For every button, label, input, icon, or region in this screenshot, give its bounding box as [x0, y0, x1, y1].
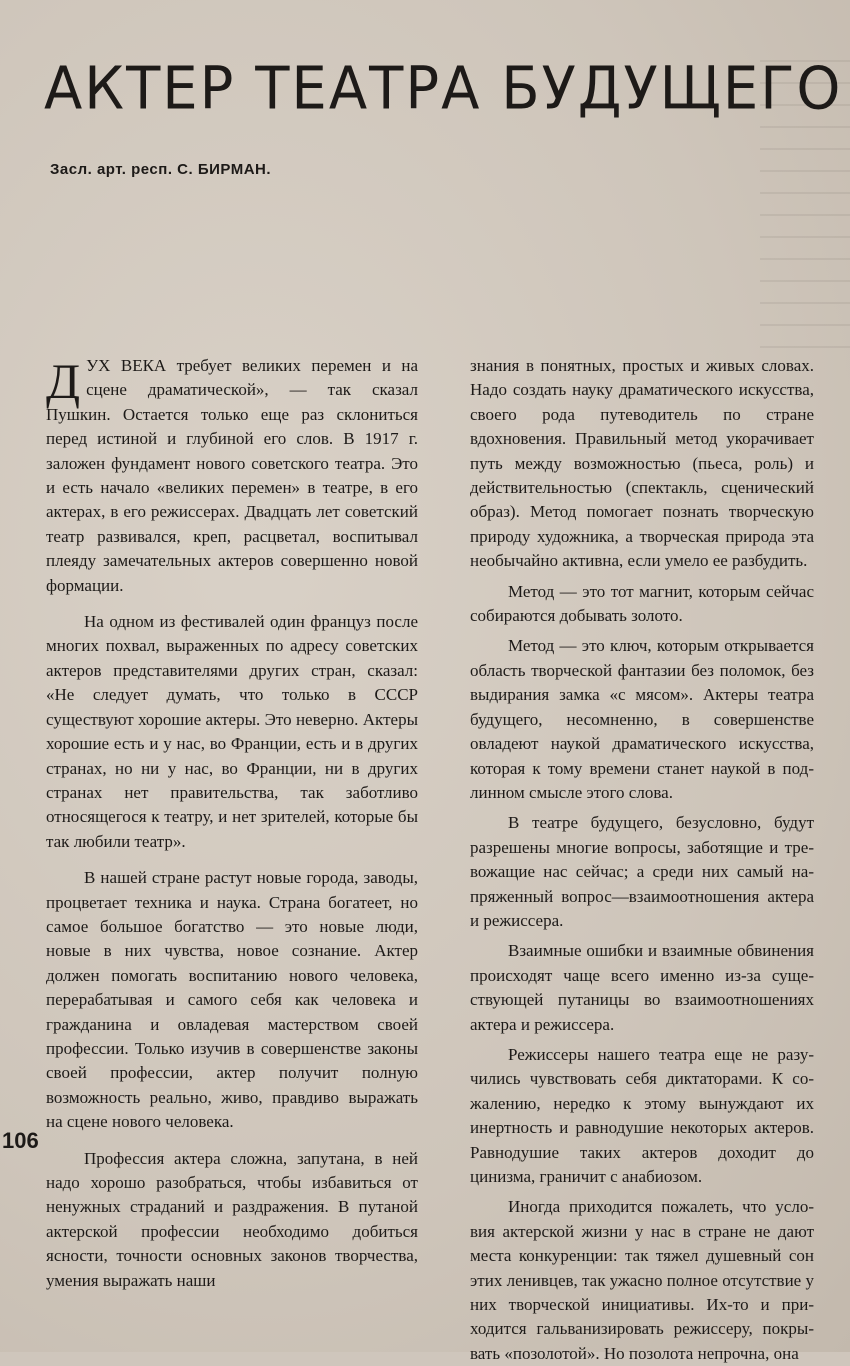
paragraph-9: Взаимные ошибки и взаимные обвинения происходят чаще всего именно из-за существующей путаницы во взаимоотношениях актера и режиссера.: [470, 941, 814, 1034]
article-title: АКТЕР ТЕАТРА БУДУЩЕГО: [44, 55, 843, 124]
author-byline: Засл. арт. респ. С. БИРМАН.: [50, 161, 272, 178]
paragraph-6: Метод — это тот магнит, которым сейчас собираются добывать золото.: [470, 581, 814, 626]
paragraph-1: [46, 354, 418, 598]
paragraph-4: Профессия актера сложна, запутана, в ней надо хорошо разобраться, чтобы избавиться от ненужных страданий и раздражения. В путаной актерской профессии необходимо добиться ясности, точности основных законов творчества, умения выражать наши: [46, 1148, 418, 1290]
paragraph-1-text: УХ ВЕКА требует великих перемен и на сцене драматической», — так сказал Пушкин. Остается только еще раз склониться перед истиной и глубиной его слов. В 1917 г. заложен фундамент нового советского театра. Это и есть начало «великих перемен» в театре, в его актерах, в его режиссерах. Двадцать лет советский театр развивался, креп, расцветал, воспитывал плеяду замечательных актеров совершенно новой формации.: [46, 356, 418, 595]
paragraph-8: В театре будущего, безусловно, будут разрешены многие вопросы, заботящие и тревожащие нас сейчас; а среди них самый напряженный вопрос—взаимоотношения актера и режиссера.: [470, 813, 814, 930]
paragraph-11: Иногда приходится пожалеть, что условия актерской жизни у нас в стране не дают места конкуренции: так тяжел душевный сон этих ленивцев, так ужасно полное отсутствие у них творческой инициативы. Их-то и приходится гальванизировать режиссеру, покрывать «позолотой». Но позолота непрочна, она: [470, 1197, 814, 1363]
page-number: 106: [2, 1128, 39, 1153]
paragraph-7: Метод — это ключ, которым открывается область творческой фантазии без поломок, без выдирания замка «с мясом». Актеры театра будущего, несомненно, в совершенстве овладеют наукой драматического искусства, которая к тому времени станет наукой в подлинном смысле этого слова.: [470, 636, 814, 802]
paragraph-5: знания в понятных, простых и живых словах. Надо создать науку драматического искусства, своего рода путеводитель по стране вдохновения. Правильный метод укорачивает путь между возможностью (пьеса, роль) и действительностью (спектакль, сценический образ). Метод помогает познать творческую природу художника, а творческая природа эта необычайно активна, если умело ее разбудить.: [470, 356, 814, 571]
drop-cap: Д: [46, 353, 81, 409]
right-column: [470, 354, 814, 1366]
paragraph-3: В нашей стране растут новые города, заводы, процветает техника и наука. Страна богатеет, но самое большое богатство — это новые люди, новые в них чувства, новое сознание. Актер должен помогать воспитанию нового человека, перерабатывая и самого себя как человека и гражданина и овладевая мастерством своей профессии. Только изучив в совершенстве законы своей профессии, актер получит полную возможность реально, живо, правдиво выражать на сцене нового человека.: [46, 868, 418, 1132]
paragraph-2: На одном из фестивалей один француз после многих похвал, выраженных по адресу советских актеров представителями других стран, сказал: «Не следует думать, что только в СССР существуют хорошие актеры. Это неверно. Актеры хорошие есть и у нас, во Франции, есть и в других странах, но ни у нас, во Франции, ни в других странах нет правительства, так заботливо относящегося к театру, и нет зрителей, которые бы так любили театр».: [46, 612, 418, 851]
left-column: [46, 354, 418, 1293]
paragraph-10: Режиссеры нашего театра еще не разучились чувствовать себя диктаторами. К сожалению, нередко к этому вынуждают их инертность и равнодушие некоторых актеров. Равнодушие таких актеров доходит до цинизма, граничит с анабиозом.: [470, 1044, 814, 1186]
